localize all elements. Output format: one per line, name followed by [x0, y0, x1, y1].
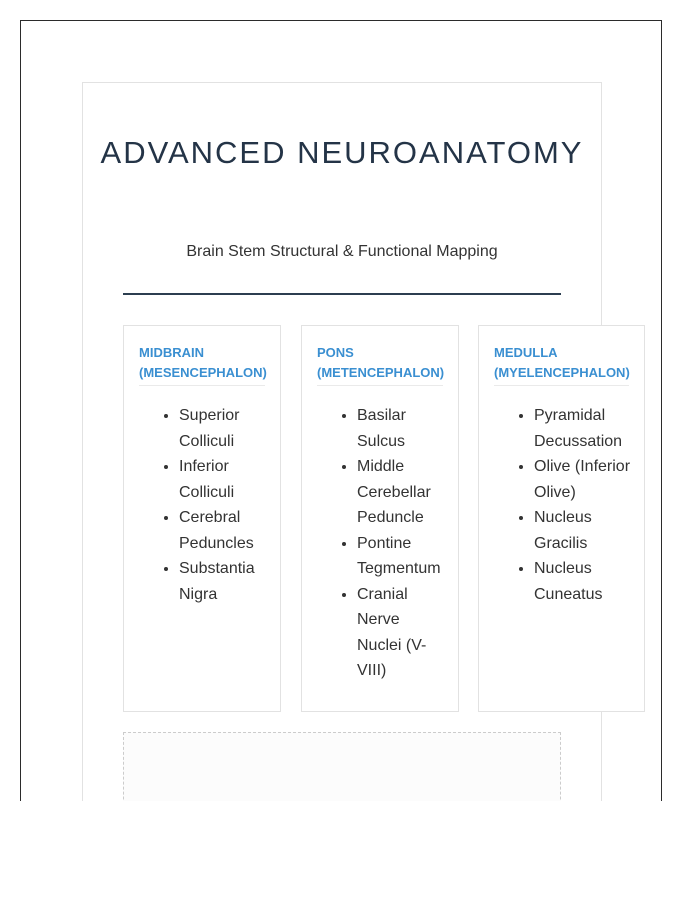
list-item: • Basilar Sulcus [357, 403, 448, 454]
list-item: • Cerebral Peduncles [179, 505, 270, 556]
title-divider [123, 293, 561, 295]
section-heading: PONS (METENCEPHALON) [317, 343, 443, 386]
list-item: • Nucleus Cuneatus [534, 556, 634, 607]
list-item: • Nucleus Gracilis [534, 505, 634, 556]
list-item: • Substantia Nigra [179, 556, 270, 607]
structure-list [302, 403, 458, 684]
list-item: • Superior Colliculi [179, 403, 270, 454]
section-pons [301, 325, 459, 712]
list-item: • Middle Cerebellar Peduncle [357, 454, 448, 531]
page-subtitle: Brain Stem Structural & Functional Mapping [186, 243, 498, 260]
section-medulla [478, 325, 645, 712]
list-item: • Cranial Nerve Nuclei (V-VIII) [357, 582, 448, 684]
section-midbrain [123, 325, 281, 712]
list-item: • Olive (Inferior Olive) [534, 454, 634, 505]
list-item: • Inferior Colliculi [179, 454, 270, 505]
list-item: • Pyramidal Decussation [534, 403, 634, 454]
structure-list [479, 403, 644, 607]
section-heading: MEDULLA (MYELENCEPHALON) [494, 343, 629, 386]
placeholder-panel [123, 732, 561, 801]
structure-list [124, 403, 280, 607]
page-card [82, 82, 631, 801]
page-title: ADVANCED NEUROANATOMY [100, 135, 584, 170]
document-frame [20, 20, 662, 801]
section-heading: MIDBRAIN (MESENCEPHALON) [139, 343, 265, 386]
list-item: • Pontine Tegmentum [357, 531, 448, 582]
